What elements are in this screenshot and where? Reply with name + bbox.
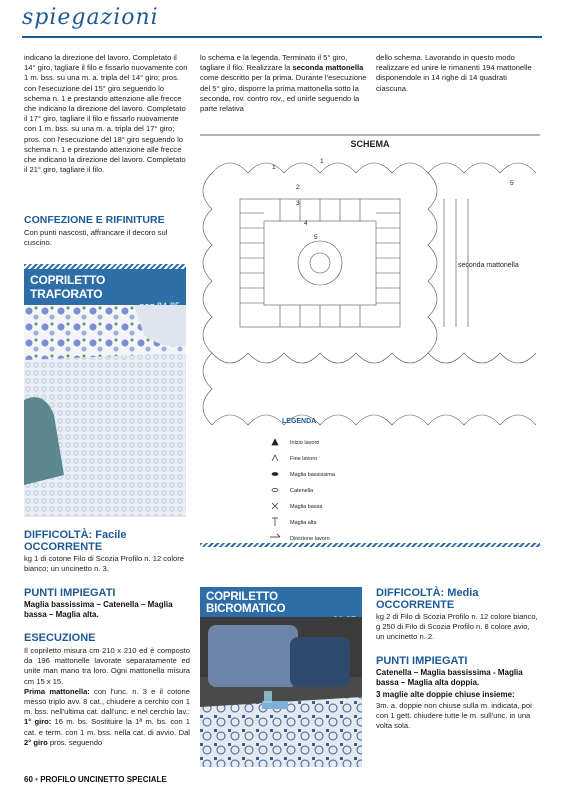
schema-number: 3 — [296, 200, 300, 207]
esecuzione-text: Il copriletto misura cm 210 x 210 ed è composto da 196 mattonelle lavorate separatamente ed unite man mano tra loro. Ogni mattonella misura cm 15 x 15. Prima mattonella: con l'unc. n. 3 e il cotone messo triplo avv. 8 cat., chiudere a cerchio con 1 m. bss. nell'ultima cat. dall'unc. e nel cerchio lav.: 1° giro: 16 m. bs. Sostituire la 1ª m. bs. con 1 cat. e term. con 1 m. bss. nella cat. di avvio. Dal 2° giro pros. seguendo — [24, 646, 190, 747]
traforato-punti-title: PUNTI IMPIEGATI — [24, 587, 116, 599]
bicromatico-punti-title: PUNTI IMPIEGATI — [376, 655, 468, 667]
traforato-punti: Maglia bassissima – Catenella – Maglia bassa – Maglia alta. — [24, 600, 173, 619]
chiuse-title: 3 maglie alte doppie chiuse insieme: — [376, 690, 515, 699]
footer — [24, 775, 324, 784]
traforato-photo — [24, 305, 186, 517]
page-number: 60 — [24, 775, 33, 784]
section-divider — [200, 543, 540, 547]
schema-title: SCHEMA — [350, 139, 390, 149]
bicromatico-occorrente-title: OCCORRENTE — [376, 599, 455, 611]
bicromatico-punti: Catenella – Maglia bassissima - Maglia bassa – Maglia alta doppia. — [376, 668, 523, 687]
chiuse-text: 3m. a. doppie non chiuse sulla m. indicata, poi con 1 gett. chiudere tutte le m. sull'unc. in una volta sola. — [376, 701, 532, 731]
section-title: spiegazioni — [22, 5, 159, 30]
schema-number: 2 — [296, 184, 300, 191]
crochet-schema — [200, 133, 540, 543]
legend-item: Fine lavoro — [290, 456, 318, 462]
end-icon — [272, 455, 278, 461]
bicolor-bedspread-image — [200, 617, 362, 767]
bicromatico-occorrente: kg 2 di Filo di Scozia Profilo n. 12 colore bianco, g 250 di Filo di Scozia Profilo n. 8 colore avio, un uncinetto n. 2. — [376, 612, 538, 642]
legend-item: Maglia alta — [290, 520, 317, 526]
traforato-occorrente: kg 1 di cotone Filo di Scozia Profilo n. 12 colore bianco; un uncinetto n. 3. — [24, 554, 184, 574]
bicromatico-title: COPRILETTO BICROMATICO — [206, 591, 286, 615]
col3-text: dello schema. Lavorando in questo modo realizzare ed unire le rimanenti 194 mattonelle disponendole in 14 righe di 14 quadrati ciascuna. — [376, 53, 532, 93]
single-crochet-icon — [272, 503, 278, 509]
bicromatico-banner — [200, 587, 362, 617]
legend-item: Maglia bassa — [290, 504, 323, 510]
start-icon — [272, 439, 278, 445]
legend-item: Direzione lavoro — [290, 536, 330, 542]
schema-number: 5 — [314, 234, 318, 241]
bedspread-photo-image — [24, 305, 186, 517]
legend-item: Maglia bassissima — [290, 472, 335, 478]
confezione-text: Con punti nascosti, affrancare il decoro sul cuscino. — [24, 228, 168, 248]
footer-separator: • — [35, 775, 38, 784]
schema-number: 1 — [320, 158, 324, 165]
legend-item: Catenella — [290, 488, 314, 494]
traforato-difficolta: DIFFICOLTÀ: Facile — [24, 529, 127, 541]
schema-number: 5 — [510, 180, 514, 187]
legend-title: LEGENDA — [282, 418, 317, 425]
magazine-title: PROFILO UNCINETTO SPECIALE — [40, 775, 167, 784]
bicromatico-difficolta: DIFFICOLTÀ: Media — [376, 587, 479, 599]
schema-tile-label: seconda mattonella — [458, 262, 519, 269]
direction-icon — [270, 534, 280, 537]
col2-text: lo schema e la legenda. Terminato il 5° giro, tagliare il filo. Realizzare la seconda mattonella come descritto per la prima. Durante l'esecuzione del 5° giro, disporre la prima mattonella sotto la seconda, rov. contro rov., ed unirle seguendo la parte relativa — [200, 53, 367, 114]
chain-icon — [272, 489, 278, 492]
traforato-occorrente-title: OCCORRENTE — [24, 541, 103, 553]
esecuzione-title: ESECUZIONE — [24, 632, 96, 644]
confezione-title: CONFEZIONE E RIFINITURE — [24, 214, 165, 226]
traforato-title: COPRILETTO TRAFORATO — [30, 273, 106, 301]
schema-number: 4 — [304, 220, 308, 227]
traforato-banner — [24, 269, 186, 305]
schema-number: 1 — [272, 164, 276, 171]
legend-item: Inizio lavoro — [290, 440, 320, 446]
slip-stitch-icon — [272, 473, 278, 476]
col1-text: indicano la direzione del lavoro. Completato il 14° giro, tagliare il filo e fissarlo nuovamente con 1 m. bss. su una m. a. tripla del 14° giro; pros. con l'esecuzione del 15° giro seguendo lo schema n. 1 e prestando attenzione alle frecce che indicano la direzione del lavoro. Completato il 17° giro, tagliare il filo e fissarlo nuovamente con 1 m. bss. su una m. a. tripla del 17° giro; pros. con l'esecuzione del 18° giro seguendo lo schema n. 1 e prestando attenzione alle frecce che indicano la direzione del lavoro. Completato il 21° giro, tagliare il filo. — [24, 53, 188, 175]
bicromatico-photo — [200, 617, 362, 767]
double-crochet-icon — [272, 518, 278, 526]
header-rule — [22, 36, 542, 38]
